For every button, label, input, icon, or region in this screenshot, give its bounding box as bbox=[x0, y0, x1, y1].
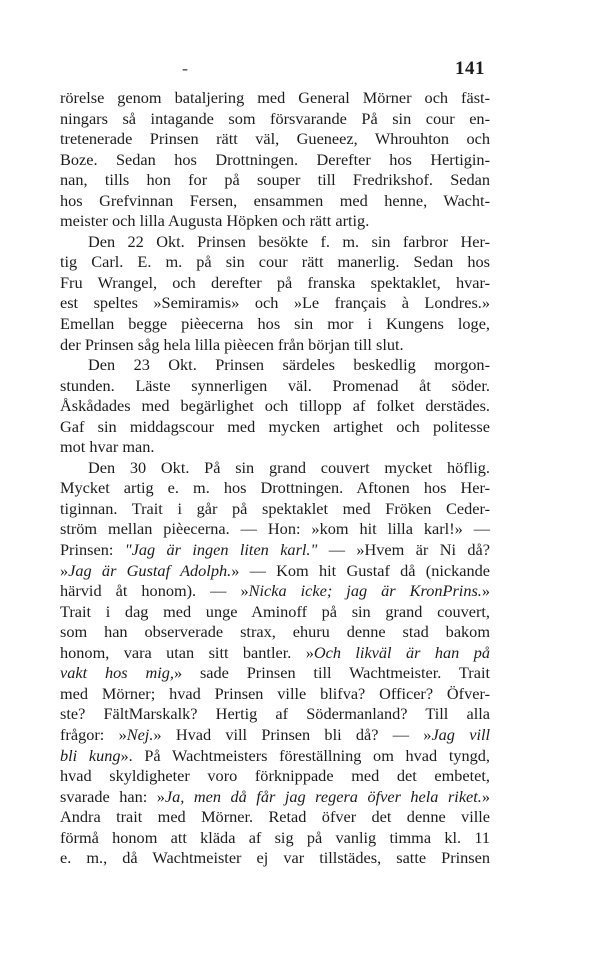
text-line bbox=[60, 581, 490, 602]
italic-run: Jag är Gustaf Adolph. bbox=[68, 560, 232, 580]
text-line: meister och lilla Augusta Höpken och rätt artig. bbox=[60, 211, 370, 231]
text-line bbox=[60, 561, 490, 582]
text-line: e. m., då Wachtmeister ej var tillstädes, satte Prinsen bbox=[60, 848, 490, 868]
italic-run: Och likväl är han på bbox=[313, 642, 490, 662]
text-line: stunden. Läste synnerligen väl. Promenad åt söder. bbox=[60, 375, 490, 395]
text-line: som han observerade strax, ehuru denne stad bakom bbox=[60, 622, 490, 642]
text-line bbox=[60, 663, 490, 684]
text-line: Emellan begge pièecerna hos sin mor i Kungens loge, bbox=[60, 314, 490, 334]
text-line bbox=[60, 746, 490, 767]
text-line bbox=[60, 787, 490, 808]
text-line: hvad skyldigheter voro förknippade med det embetet, bbox=[60, 766, 490, 786]
text-run: » sade Prinsen till Wachtmeister. Trait bbox=[173, 663, 490, 683]
text-line: Den 22 Okt. Prinsen besökte f. m. sin farbror Her- bbox=[88, 231, 490, 251]
text-line: der Prinsen såg hela lilla pièecen från början till slut. bbox=[60, 334, 404, 354]
text-line: med Mörner; hvad Prinsen ville blifva? Officer? Öfver- bbox=[60, 683, 490, 703]
text-run: Prinsen: bbox=[60, 540, 125, 560]
italic-run: "Jag är ingen liten karl." bbox=[124, 540, 318, 560]
text-line: Gaf sin middagscour med mycken artighet och politesse bbox=[60, 416, 490, 436]
text-line: Boze. Sedan hos Drottningen. Derefter hos Hertigin- bbox=[60, 149, 490, 169]
text-line: tiginnan. Trait i går på spektaklet med Fröken Ceder- bbox=[60, 498, 490, 518]
text-run: — »Hvem är Ni då? bbox=[317, 540, 490, 560]
text-run: » bbox=[481, 581, 491, 601]
text-run: » Hvad vill Prinsen bli då? — » bbox=[153, 724, 432, 744]
text-line: Trait i dag med unge Aminoff på sin grand couvert, bbox=[60, 601, 490, 621]
text-run: » bbox=[481, 786, 491, 806]
text-line: ström mellan pièecerna. — Hon: »kom hit lilla karl!» — bbox=[60, 519, 490, 539]
italic-run: Nicka icke; jag är KronPrins. bbox=[248, 581, 482, 601]
text-line: ste? FältMarskalk? Hertig af Södermanland? Till alla bbox=[60, 704, 490, 724]
text-line: hos Grefvinnan Fersen, ensammen med henne, Wacht- bbox=[60, 190, 490, 210]
text-line: Andra trait med Mörner. Retad öfver det denne ville bbox=[60, 807, 490, 827]
text-line: förmå honom att kläda af sig på vanlig timma kl. 11 bbox=[60, 827, 490, 847]
text-run: frågor: » bbox=[60, 724, 127, 744]
text-line: tig Carl. E. m. på sin cour rätt manerlig. Sedan hos bbox=[60, 252, 490, 272]
text-line: Mycket artig e. m. hos Drottningen. Aftonen hos Her- bbox=[60, 478, 490, 498]
text-run: » bbox=[60, 560, 69, 580]
text-line bbox=[60, 540, 490, 561]
text-run: svarade han: » bbox=[60, 786, 165, 806]
text-line bbox=[60, 643, 490, 664]
text-run: » — Kom hit Gustaf då (nickande bbox=[231, 560, 490, 580]
text-line: Åskådades med begärlighet och tillopp af folket derstädes. bbox=[60, 396, 490, 416]
header-dash: - bbox=[182, 58, 188, 78]
text-run: honom, vara utan sitt bantler. » bbox=[60, 642, 314, 662]
italic-run: vakt hos mig, bbox=[60, 663, 174, 683]
italic-run: Jag vill bbox=[431, 724, 491, 744]
text-run: ». På Wachtmeisters föreställning om hvad tyngd, bbox=[120, 745, 490, 765]
text-line: Fru Wrangel, och derefter på franska spektaklet, hvar- bbox=[60, 272, 490, 292]
text-line: rörelse genom bataljering med General Mörner och fäst- bbox=[60, 88, 490, 107]
text-line: est speltes »Semiramis» och »Le français à Londres.» bbox=[60, 293, 490, 313]
text-line: mot hvar man. bbox=[60, 437, 155, 457]
text-line: Den 30 Okt. På sin grand couvert mycket höflig. bbox=[88, 457, 490, 477]
text-line: Den 23 Okt. Prinsen särdeles beskedlig morgon- bbox=[88, 355, 490, 375]
italic-run: Ja, men då får jag regera öfver hela riket. bbox=[164, 786, 482, 806]
text-line: tretenerade Prinsen rätt väl, Gueneez, Whrouhton och bbox=[60, 129, 490, 149]
italic-run: Nej. bbox=[126, 724, 154, 744]
italic-run: bli kung bbox=[60, 745, 121, 765]
page-number: 141 bbox=[455, 58, 485, 79]
text-run: härvid åt honom). — » bbox=[60, 581, 249, 601]
text-line: ningars så intagande som försvarande På sin cour en- bbox=[60, 108, 490, 128]
page-body-text bbox=[60, 88, 490, 869]
text-line bbox=[60, 725, 490, 746]
text-line: nan, tills hon for på souper till Fredrikshof. Sedan bbox=[60, 170, 490, 190]
